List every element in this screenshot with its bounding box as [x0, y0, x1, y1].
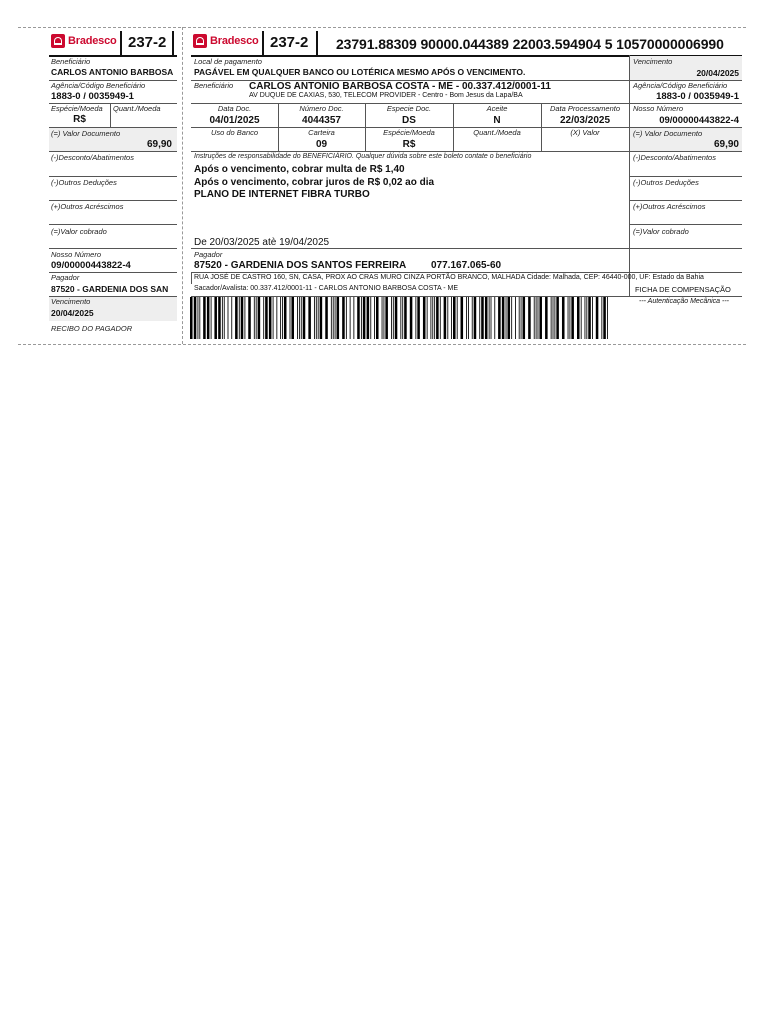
barcode-bar: [507, 297, 510, 339]
barcode-bar: [466, 297, 467, 339]
barcode-bar: [256, 297, 257, 339]
aceite-label: Aceite: [486, 104, 508, 113]
barcode-bar: [391, 297, 392, 339]
barcode-bar: [244, 297, 245, 339]
valor-cobrado-label: (=)Valor cobrado: [633, 227, 689, 236]
barcode-bar: [194, 297, 197, 339]
barcode-bar: [291, 297, 294, 339]
barcode-bar: [427, 297, 428, 339]
barcode-bar: [263, 297, 264, 339]
especie-moeda: R$: [402, 139, 416, 150]
receipt-pagador: 87520 - GARDENIA DOS SAN: [51, 284, 169, 294]
barcode-bar: [434, 297, 435, 339]
barcode-bar: [224, 297, 225, 339]
digitable-line[interactable]: 23791.88309 90000.044389 22003.594904 5 10570000006990: [336, 36, 724, 52]
pagador-cpf: 077.167.065-60: [431, 260, 502, 271]
barcode-bar: [316, 297, 317, 339]
barcode-bar: [400, 297, 401, 339]
aceite: N: [493, 115, 501, 126]
barcode-bar: [553, 297, 554, 339]
barcode-bar: [318, 297, 319, 339]
vencimento: 20/04/2025: [696, 68, 739, 78]
barcode-bar: [502, 297, 505, 339]
agencia-label: Agência/Código Beneficiário: [633, 81, 728, 90]
barcode-bar: [265, 297, 268, 339]
local-pagamento-label: Local de pagamento: [194, 57, 262, 66]
cut-line-top: [18, 27, 746, 28]
local-pagamento: PAGÁVEL EM QUALQUER BANCO OU LOTÉRICA MESMO APÓS O VENCIMENTO.: [194, 67, 526, 77]
receipt-nosso-numero: 09/00000443822-4: [51, 260, 131, 271]
barcode-bar: [199, 297, 200, 339]
barcode-bar: [485, 297, 488, 339]
bradesco-logo-icon: [193, 34, 207, 48]
barcode-bar: [536, 297, 537, 339]
barcode-bar: [282, 297, 283, 339]
receipt-outros-acrescimos-label: (+)Outros Acréscimos: [51, 202, 124, 211]
barcode-bar: [592, 297, 593, 339]
receipt-agencia: 1883-0 / 0035949-1: [51, 91, 134, 102]
barcode-bar: [363, 297, 366, 339]
barcode-bar: [299, 297, 300, 339]
data-doc: 04/01/2025: [209, 115, 260, 126]
receipt-pagador-label: Pagador: [51, 273, 80, 282]
receipt-desconto-label: (-)Desconto/Abatimentos: [51, 153, 134, 162]
barcode-bar: [472, 297, 473, 339]
cut-line-bottom: [18, 344, 746, 345]
ficha-compensacao: FICHA DE COMPENSAÇÃO: [635, 285, 731, 294]
barcode-bar: [562, 297, 565, 339]
receipt-valor-doc: 69,90: [146, 139, 172, 150]
barcode-bar: [447, 297, 448, 339]
instrucao-3: PLANO DE INTERNET FIBRA TURBO: [194, 189, 370, 200]
barcode-bar: [218, 297, 221, 339]
numero-doc-label: Número Doc.: [299, 104, 344, 113]
barcode-bar: [569, 297, 570, 339]
barcode-bar: [491, 297, 492, 339]
barcode-bar: [190, 297, 193, 339]
barcode-bar: [585, 297, 586, 339]
barcode-bar: [395, 297, 398, 339]
barcode-bar: [479, 297, 480, 339]
barcode-bar: [235, 297, 238, 339]
barcode-bar: [385, 297, 388, 339]
barcode-bar: [511, 297, 512, 339]
especie-doc: DS: [402, 115, 416, 126]
barcode-bar: [228, 297, 229, 339]
barcode-bar: [528, 297, 531, 339]
barcode-bar: [603, 297, 606, 339]
barcode-bar: [374, 297, 375, 339]
barcode-bar: [577, 297, 580, 339]
carteira: 09: [315, 139, 328, 150]
beneficiario: CARLOS ANTONIO BARBOSA COSTA - ME - 00.337.412/0001-11: [249, 81, 551, 92]
barcode-bar: [556, 297, 559, 339]
barcode-bar: [353, 297, 354, 339]
instrucoes-label: Instruções de responsabilidade do BENEFICIÁRIO. Qualquer dúvida sobre este boleto contate o beneficiário: [194, 153, 532, 160]
barcode-bar: [254, 297, 255, 339]
instrucao-2: Após o vencimento, cobrar juros de R$ 0,02 ao dia: [194, 177, 435, 188]
barcode-bar: [290, 297, 291, 339]
barcode-bar: [521, 297, 522, 339]
barcode-bar: [453, 297, 456, 339]
barcode-bar: [554, 297, 555, 339]
agencia: 1883-0 / 0035949-1: [656, 91, 739, 102]
data-doc-label: Data Doc.: [217, 104, 252, 113]
barcode-bar: [331, 297, 332, 339]
receipt-outras-deducoes-label: (-)Outros Deduções: [51, 178, 117, 187]
barcode-bar: [239, 297, 240, 339]
barcode-bar: [214, 297, 217, 339]
barcode-bar: [539, 297, 542, 339]
cut-line-middle: [182, 27, 183, 344]
barcode-bar: [515, 297, 516, 339]
barcode-bar: [523, 297, 526, 339]
barcode-bar: [314, 297, 315, 339]
especie-moeda-label: Espécie/Moeda: [383, 128, 435, 137]
barcode-bar: [308, 297, 311, 339]
barcode-bar: [207, 297, 210, 339]
barcode-bar: [417, 297, 420, 339]
receipt-agencia-label: Agência/Código Beneficiário: [51, 81, 146, 90]
barcode-bar: [440, 297, 441, 339]
barcode-bar: [468, 297, 469, 339]
barcode-bar: [601, 297, 602, 339]
pagador-endereco: RUA JOSÉ DE CASTRO 160, SN, CASA, PROX AO CRAS MURO CINZA PORTÃO BRANCO, MALHADA Cidade: Malhada, CEP: 46440-000, UF: Estado da Bahia: [194, 274, 704, 281]
autenticacao-mecanica: --- Autenticação Mecânica ---: [639, 298, 729, 305]
barcode-bar: [297, 297, 298, 339]
barcode-bar: [337, 297, 340, 339]
barcode-bar: [481, 297, 484, 339]
barcode-bar: [367, 297, 370, 339]
barcode-bar: [384, 297, 385, 339]
barcode-bar: [538, 297, 539, 339]
data-processamento: 22/03/2025: [559, 115, 611, 126]
numero-doc: 4044357: [302, 115, 341, 126]
receipt-quant-label: Quant./Moeda: [113, 104, 161, 113]
barcode-bar: [280, 297, 281, 339]
carteira-label: Carteira: [308, 128, 335, 137]
bank-code: 237-2: [128, 34, 167, 51]
bank-logo: [51, 31, 117, 51]
especie-doc-label: Especie Doc.: [386, 104, 432, 113]
outras-deducoes-label: (-)Outros Deduções: [633, 178, 699, 187]
beneficiario-endereco: AV DUQUE DE CAXIAS, 530, TELECOM PROVIDER - Centro - Bom Jesus da Lapa/BA: [249, 92, 523, 99]
barcode-bar: [303, 297, 306, 339]
receipt-beneficiario-label: Beneficiário: [51, 57, 91, 66]
barcode-bar: [506, 297, 507, 339]
data-processamento-label: Data Processamento: [549, 104, 621, 113]
receipt-nosso-numero-label: Nosso Número: [51, 250, 102, 259]
receipt-especie: R$: [73, 114, 86, 125]
bank-logo: [193, 31, 259, 51]
valor-doc-label: (=) Valor Documento: [633, 129, 703, 138]
barcode-bar: [461, 297, 464, 339]
barcode-bar: [393, 297, 394, 339]
barcode-bar: [489, 297, 490, 339]
barcode-bar: [248, 297, 251, 339]
nosso-numero-label: Nosso Número: [633, 104, 684, 113]
barcode-bar: [545, 297, 548, 339]
barcode-bar: [333, 297, 334, 339]
barcode-bar: [474, 297, 477, 339]
x-valor-label: (X) Valor: [570, 128, 600, 137]
beneficiario-label: Beneficiário: [194, 81, 234, 90]
barcode-bar: [423, 297, 426, 339]
barcode-bar: [586, 297, 587, 339]
bradesco-logo-icon: [51, 34, 65, 48]
pagador: 87520 - GARDENIA DOS SANTOS FERREIRA: [194, 260, 407, 271]
barcode-bar: [410, 297, 413, 339]
barcode-bar: [432, 297, 433, 339]
barcode-bar: [276, 297, 277, 339]
bank-name: Bradesco: [68, 35, 117, 47]
barcode-bar: [370, 297, 371, 339]
barcode-bar: [581, 297, 582, 339]
receipt-vencimento: 20/04/2025: [51, 308, 94, 318]
barcode-bar: [258, 297, 261, 339]
barcode-bar: [415, 297, 416, 339]
pagador-label: Pagador: [194, 250, 223, 259]
barcode-bar: [222, 297, 223, 339]
barcode-bar: [273, 297, 274, 339]
receipt-valor-doc-label: (=) Valor Documento: [51, 129, 121, 138]
barcode-bar: [346, 297, 347, 339]
uso-banco-label: Uso do Banco: [210, 128, 259, 137]
barcode-bar: [494, 297, 495, 339]
barcode-bar: [430, 297, 431, 339]
barcode-bar: [404, 297, 407, 339]
barcode-bar: [335, 297, 336, 339]
barcode-bar: [350, 297, 351, 339]
receipt-beneficiario: CARLOS ANTONIO BARBOSA: [51, 67, 174, 77]
barcode-bar: [342, 297, 345, 339]
quant-moeda-label: Quant./Moeda: [473, 128, 521, 137]
barcode-bar: [457, 297, 458, 339]
barcode-bar: [571, 297, 574, 339]
barcode-bar: [241, 297, 244, 339]
barcode-bar: [269, 297, 272, 339]
receipt-footer: RECIBO DO PAGADOR: [51, 324, 133, 333]
barcode-bar: [568, 297, 569, 339]
barcode-bar: [588, 297, 591, 339]
barcode-bar: [498, 297, 501, 339]
periodo: De 20/03/2025 atè 19/04/2025: [194, 237, 330, 248]
instrucao-1: Após o vencimento, cobrar multa de R$ 1,40: [194, 164, 405, 175]
desconto-label: (-)Desconto/Abatimentos: [633, 153, 716, 162]
barcode-bar: [551, 297, 552, 339]
barcode-bar: [203, 297, 206, 339]
barcode-bar: [361, 297, 362, 339]
barcode-bar: [382, 297, 383, 339]
barcode-bar: [211, 297, 212, 339]
barcode-bar: [376, 297, 379, 339]
barcode-bar: [357, 297, 360, 339]
barcode-bar: [519, 297, 520, 339]
barcode-bar: [284, 297, 287, 339]
barcode-bar: [451, 297, 452, 339]
vencimento-label: Vencimento: [633, 57, 673, 66]
barcode-bar: [534, 297, 535, 339]
receipt-especie-label: Espécie/Moeda: [51, 104, 103, 113]
barcode-bar: [320, 297, 323, 339]
barcode-bar: [301, 297, 302, 339]
receipt-vencimento-label: Vencimento: [51, 297, 91, 306]
barcode: [190, 297, 608, 339]
bank-name: Bradesco: [210, 35, 259, 47]
barcode-bar: [402, 297, 403, 339]
receipt-valor-cobrado-label: (=)Valor cobrado: [51, 227, 107, 236]
barcode-bar: [325, 297, 328, 339]
nosso-numero: 09/00000443822-4: [659, 115, 739, 126]
outros-acrescimos-label: (+)Outros Acréscimos: [633, 202, 706, 211]
barcode-bar: [596, 297, 599, 339]
barcode-bar: [444, 297, 447, 339]
barcode-bar: [436, 297, 439, 339]
barcode-bar: [607, 297, 608, 339]
barcode-bar: [231, 297, 232, 339]
valor-doc: 69,90: [713, 139, 739, 150]
barcode-bar: [198, 297, 199, 339]
bank-code: 237-2: [270, 34, 309, 51]
sacador-avalista: Sacador/Avalista: 00.337.412/0001-11 - CARLOS ANTONIO BARBOSA COSTA - ME: [194, 285, 459, 292]
